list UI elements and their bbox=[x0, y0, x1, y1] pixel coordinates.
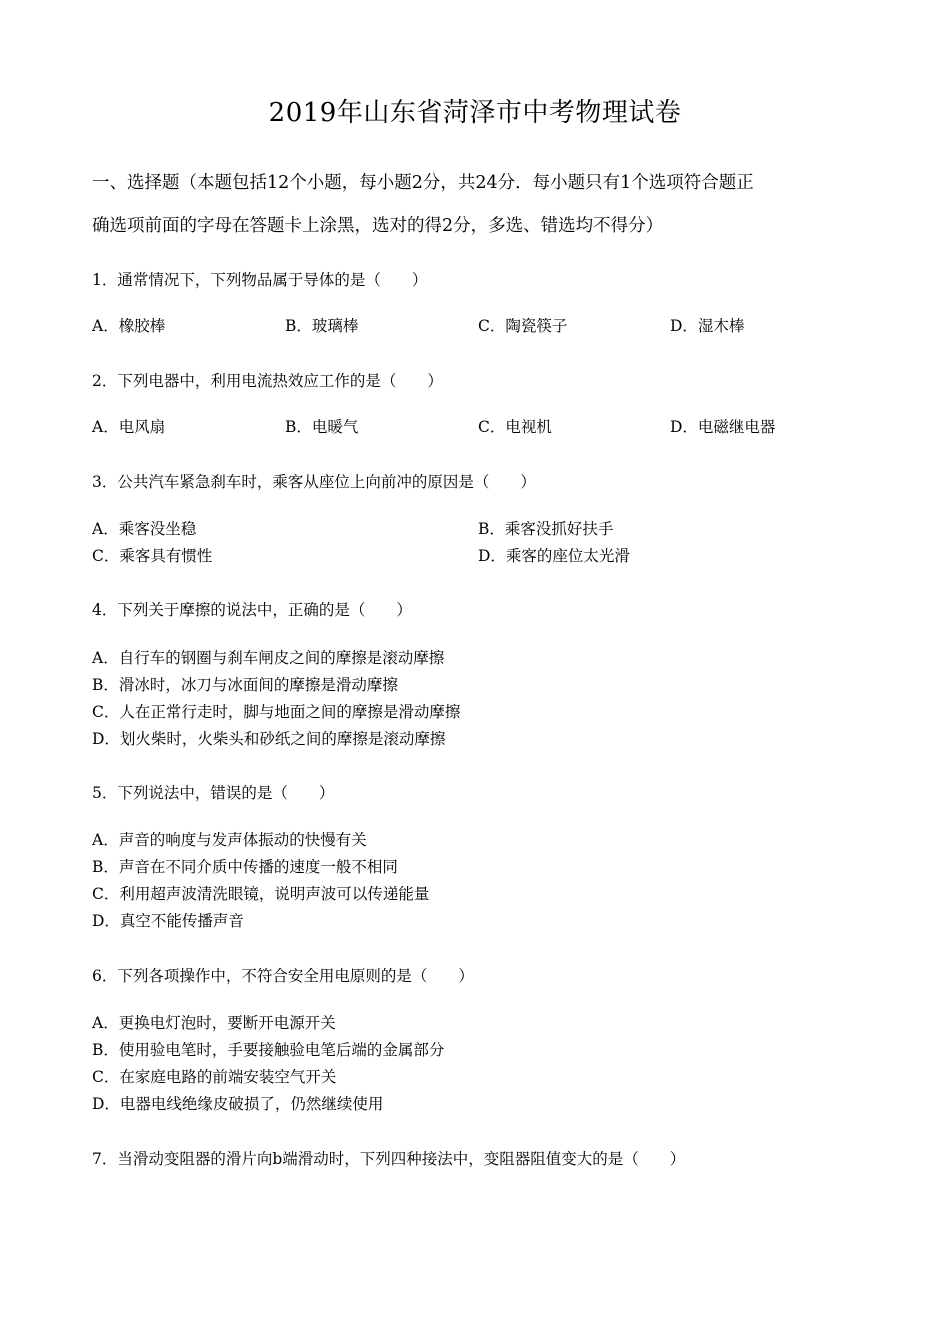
option-d: D．划火柴时，火柴头和砂纸之间的摩擦是滚动摩擦 bbox=[92, 730, 446, 748]
question-stem: 1．通常情况下，下列物品属于导体的是（ ） bbox=[92, 271, 428, 289]
option-d: D．电磁继电器 bbox=[670, 418, 776, 436]
option-a: A．乘客没坐稳 bbox=[92, 520, 197, 538]
option-a: A．更换电灯泡时，要断开电源开关 bbox=[92, 1014, 336, 1032]
option-c: C．人在正常行走时，脚与地面之间的摩擦是滑动摩擦 bbox=[92, 703, 461, 721]
option-d: D．真空不能传播声音 bbox=[92, 912, 244, 930]
option-b: B．玻璃棒 bbox=[285, 317, 359, 335]
option-d: D．电器电线绝缘皮破损了，仍然继续使用 bbox=[92, 1095, 384, 1113]
option-c: C．陶瓷筷子 bbox=[478, 317, 568, 335]
option-b: B．使用验电笔时，手要接触验电笔后端的金属部分 bbox=[92, 1041, 445, 1059]
section-heading-line-2: 确选项前面的字母在答题卡上涂黑，选对的得2分，多选、错选均不得分） bbox=[92, 216, 664, 236]
option-a: A．电风扇 bbox=[92, 418, 166, 436]
option-b: B．滑冰时，冰刀与冰面间的摩擦是滑动摩擦 bbox=[92, 676, 398, 694]
option-b: B．乘客没抓好扶手 bbox=[478, 520, 614, 538]
option-b: B．电暖气 bbox=[285, 418, 359, 436]
question-stem: 5．下列说法中，错误的是（ ） bbox=[92, 784, 335, 802]
question-stem: 2．下列电器中，利用电流热效应工作的是（ ） bbox=[92, 372, 443, 390]
question-stem: 7．当滑动变阻器的滑片向b端滑动时，下列四种接法中，变阻器阻值变大的是（ ） bbox=[92, 1150, 686, 1168]
option-d: D．湿木棒 bbox=[670, 317, 745, 335]
option-c: C．电视机 bbox=[478, 418, 552, 436]
option-b: B．声音在不同介质中传播的速度一般不相同 bbox=[92, 858, 398, 876]
option-c: C．在家庭电路的前端安装空气开关 bbox=[92, 1068, 337, 1086]
exam-title: 2019年山东省菏泽市中考物理试卷 bbox=[268, 98, 682, 128]
option-a: A．橡胶棒 bbox=[92, 317, 166, 335]
option-d: D．乘客的座位太光滑 bbox=[478, 547, 630, 565]
option-a: A．声音的响度与发声体振动的快慢有关 bbox=[92, 831, 367, 849]
section-heading-line-1: 一、选择题（本题包括12个小题，每小题2分，共24分．每小题只有1个选项符合题正 bbox=[92, 173, 754, 193]
question-stem: 3．公共汽车紧急刹车时，乘客从座位上向前冲的原因是（ ） bbox=[92, 473, 536, 491]
option-c: C．利用超声波清洗眼镜，说明声波可以传递能量 bbox=[92, 885, 430, 903]
option-a: A．自行车的钢圈与刹车闸皮之间的摩擦是滚动摩擦 bbox=[92, 649, 445, 667]
question-stem: 4．下列关于摩擦的说法中，正确的是（ ） bbox=[92, 601, 412, 619]
question-stem: 6．下列各项操作中，不符合安全用电原则的是（ ） bbox=[92, 967, 474, 985]
option-c: C．乘客具有惯性 bbox=[92, 547, 213, 565]
